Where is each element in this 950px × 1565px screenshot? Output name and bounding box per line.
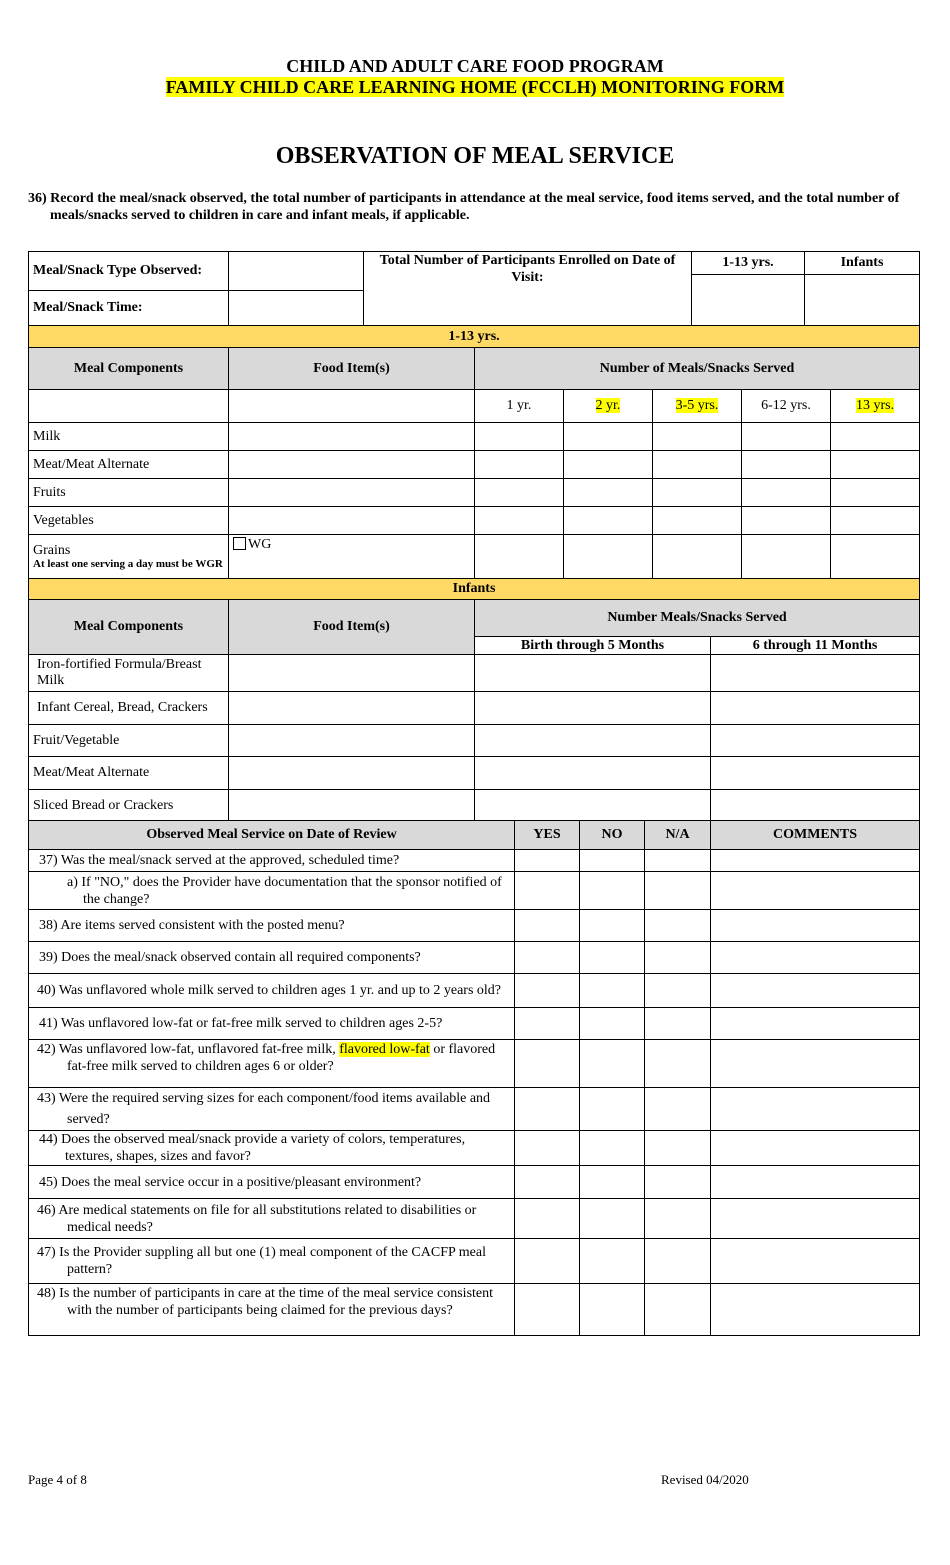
question-38: 38) Are items served consistent with the posted menu? — [29, 910, 515, 942]
food-item-input[interactable] — [229, 535, 475, 579]
no-cell[interactable] — [580, 850, 645, 872]
question-47: 47) Is the Provider suppling all but one (1) meal component of the CACFP meal pattern? — [29, 1239, 515, 1284]
no-header: NO — [580, 821, 645, 850]
yes-cell[interactable] — [515, 1008, 580, 1040]
na-cell[interactable] — [645, 850, 711, 872]
comment-cell[interactable] — [711, 1088, 920, 1131]
infant-components-header: Meal Components — [29, 600, 229, 655]
food-item-input[interactable] — [229, 479, 475, 507]
form-name: FAMILY CHILD CARE LEARNING HOME (FCCLH) MONITORING FORM — [165, 77, 785, 97]
question-41: 41) Was unflavored low-fat or fat-free milk served to children ages 2-5? — [29, 1008, 515, 1040]
food-item-input[interactable] — [229, 790, 475, 822]
count-cell[interactable] — [564, 451, 653, 479]
na-cell[interactable] — [645, 942, 711, 974]
age-1-yr: 1 yr. — [475, 390, 564, 423]
na-header: N/A — [645, 821, 711, 850]
instruction-36: 36) Record the meal/snack observed, the total number of participants in attendance at the meal service, food items served, and the total number of meals/snacks served to children in care and infant meals, if applicable. — [28, 191, 900, 223]
na-cell[interactable] — [645, 974, 711, 1008]
question-43: 43) Were the required serving sizes for each component/food items available and served? — [29, 1088, 515, 1131]
na-cell[interactable] — [645, 1166, 711, 1199]
na-cell[interactable] — [645, 1284, 711, 1336]
yes-header: YES — [515, 821, 580, 850]
food-item-input[interactable] — [229, 757, 475, 790]
no-cell[interactable] — [580, 1008, 645, 1040]
count-cell[interactable] — [564, 423, 653, 451]
comment-cell[interactable] — [711, 974, 920, 1008]
question-39: 39) Does the meal/snack observed contain all required components? — [29, 942, 515, 974]
comment-cell[interactable] — [711, 1008, 920, 1040]
question-37: 37) Was the meal/snack served at the approved, scheduled time? — [29, 850, 515, 872]
food-item-input[interactable] — [229, 725, 475, 757]
na-cell[interactable] — [645, 1040, 711, 1088]
count-cell[interactable] — [564, 507, 653, 535]
no-cell[interactable] — [580, 942, 645, 974]
no-cell[interactable] — [580, 1040, 645, 1088]
infant-meat: Meat/Meat Alternate — [29, 757, 229, 790]
no-cell[interactable] — [580, 1239, 645, 1284]
no-cell[interactable] — [580, 1284, 645, 1336]
question-45: 45) Does the meal service occur in a positive/pleasant environment? — [29, 1166, 515, 1199]
component-milk: Milk — [29, 423, 229, 451]
na-cell[interactable] — [645, 1088, 711, 1131]
grains-label: Grains — [33, 542, 71, 558]
infant-cereal: Infant Cereal, Bread, Crackers — [29, 692, 229, 725]
wg-label: WG — [248, 537, 272, 552]
count-cell[interactable] — [831, 507, 920, 535]
comment-cell[interactable] — [711, 1166, 920, 1199]
count-cell[interactable] — [711, 790, 920, 822]
comment-cell[interactable] — [711, 872, 920, 910]
age-2-yr: 2 yr. — [595, 398, 621, 413]
infant-served-header: Number Meals/Snacks Served — [475, 600, 920, 637]
count-cell[interactable] — [711, 692, 920, 725]
na-cell[interactable] — [645, 872, 711, 910]
no-cell[interactable] — [580, 974, 645, 1008]
no-cell[interactable] — [580, 1166, 645, 1199]
count-cell[interactable] — [742, 535, 831, 579]
yes-cell[interactable] — [515, 942, 580, 974]
yes-cell[interactable] — [515, 1284, 580, 1336]
infant-formula: Iron-fortified Formula/Breast Milk — [29, 655, 229, 692]
comment-cell[interactable] — [711, 1040, 920, 1088]
na-cell[interactable] — [645, 1131, 711, 1166]
count-cell[interactable] — [475, 790, 711, 822]
revision-date: Revised 04/2020 — [661, 1472, 749, 1487]
count-cell[interactable] — [475, 692, 711, 725]
yes-cell[interactable] — [515, 1199, 580, 1239]
comment-cell[interactable] — [711, 1284, 920, 1336]
form-header — [0, 56, 950, 98]
food-items-header: Food Item(s) — [229, 348, 475, 390]
count-cell[interactable] — [742, 507, 831, 535]
infant-bread: Sliced Bread or Crackers — [29, 790, 229, 822]
count-cell[interactable] — [742, 451, 831, 479]
page-number: Page 4 of 8 — [28, 1472, 87, 1487]
count-cell[interactable] — [831, 479, 920, 507]
count-cell[interactable] — [653, 507, 742, 535]
count-cell[interactable] — [475, 423, 564, 451]
infant-meal-table — [28, 578, 920, 822]
count-cell[interactable] — [475, 725, 711, 757]
participants-1-13-input[interactable] — [692, 275, 805, 326]
meal-time-input[interactable] — [229, 291, 364, 326]
question-37a: a) If "NO," does the Provider have documentation that the sponsor notified of the change? — [29, 872, 515, 910]
yes-cell[interactable] — [515, 850, 580, 872]
comment-cell[interactable] — [711, 1239, 920, 1284]
food-item-input[interactable] — [229, 423, 475, 451]
no-cell[interactable] — [580, 1199, 645, 1239]
col-1-13-yrs: 1-13 yrs. — [692, 252, 805, 275]
comment-cell[interactable] — [711, 910, 920, 942]
yes-cell[interactable] — [515, 1131, 580, 1166]
comment-cell[interactable] — [711, 1131, 920, 1166]
yes-cell[interactable] — [515, 1088, 580, 1131]
comments-header: COMMENTS — [711, 821, 920, 850]
yes-cell[interactable] — [515, 1040, 580, 1088]
participants-infants-input[interactable] — [805, 275, 920, 326]
meal-type-label: Meal/Snack Type Observed: — [29, 252, 229, 291]
na-cell[interactable] — [645, 1239, 711, 1284]
page-title: OBSERVATION OF MEAL SERVICE — [275, 143, 675, 169]
flavored-low-fat-highlight: flavored low-fat — [339, 1042, 430, 1057]
food-item-input[interactable] — [229, 655, 475, 692]
count-cell[interactable] — [653, 535, 742, 579]
meal-type-input[interactable] — [229, 252, 364, 291]
meal-components-header: Meal Components — [29, 348, 229, 390]
col-infants: Infants — [805, 252, 920, 275]
na-cell[interactable] — [645, 910, 711, 942]
count-cell[interactable] — [711, 655, 920, 692]
component-grains — [29, 535, 229, 579]
na-cell[interactable] — [645, 1199, 711, 1239]
participants-label: Total Number of Participants Enrolled on Date of Visit: — [364, 252, 692, 326]
no-cell[interactable] — [580, 1088, 645, 1131]
count-cell[interactable] — [831, 535, 920, 579]
review-header: Observed Meal Service on Date of Review — [29, 821, 515, 850]
count-cell[interactable] — [653, 423, 742, 451]
children-meal-table — [28, 325, 920, 579]
review-table — [28, 820, 920, 1336]
age-3-5-yrs: 3-5 yrs. — [675, 398, 719, 413]
component-fruits: Fruits — [29, 479, 229, 507]
age-6-12-yrs: 6-12 yrs. — [742, 390, 831, 423]
meals-served-header: Number of Meals/Snacks Served — [475, 348, 920, 390]
grains-note: At least one serving a day must be WGR — [33, 557, 223, 570]
count-cell[interactable] — [831, 423, 920, 451]
yes-cell[interactable] — [515, 1166, 580, 1199]
infant-fruit-veg: Fruit/Vegetable — [29, 725, 229, 757]
count-cell[interactable] — [475, 655, 711, 692]
count-cell[interactable] — [742, 423, 831, 451]
component-meat: Meat/Meat Alternate — [29, 451, 229, 479]
question-48: 48) Is the number of participants in care at the time of the meal service consistent with the number of participants being claimed for the previous days? — [29, 1284, 515, 1336]
count-cell[interactable] — [475, 535, 564, 579]
question-40: 40) Was unflavored whole milk served to children ages 1 yr. and up to 2 years old? — [29, 974, 515, 1008]
food-item-input[interactable] — [229, 451, 475, 479]
birth-5-months-header: Birth through 5 Months — [475, 637, 711, 655]
no-cell[interactable] — [580, 910, 645, 942]
component-vegetables: Vegetables — [29, 507, 229, 535]
question-42: 42) Was unflavored low-fat, unflavored fat-free milk, flavored low-fat or flavored fat-free milk served to children ages 6 or older? — [29, 1040, 515, 1088]
count-cell[interactable] — [475, 451, 564, 479]
wg-checkbox[interactable] — [233, 537, 246, 550]
yes-cell[interactable] — [515, 872, 580, 910]
6-11-months-header: 6 through 11 Months — [711, 637, 920, 655]
yes-cell[interactable] — [515, 1239, 580, 1284]
count-cell[interactable] — [475, 757, 711, 790]
age-13-yrs: 13 yrs. — [855, 398, 895, 413]
count-cell[interactable] — [653, 451, 742, 479]
yes-cell[interactable] — [515, 910, 580, 942]
question-44: 44) Does the observed meal/snack provide a variety of colors, temperatures, textures, shapes, sizes and favor? — [29, 1131, 515, 1166]
infant-food-items-header: Food Item(s) — [229, 600, 475, 655]
food-item-input[interactable] — [229, 507, 475, 535]
na-cell[interactable] — [645, 1008, 711, 1040]
comment-cell[interactable] — [711, 850, 920, 872]
count-cell[interactable] — [564, 479, 653, 507]
band-1-13-yrs: 1-13 yrs. — [29, 326, 920, 348]
count-cell[interactable] — [742, 479, 831, 507]
yes-cell[interactable] — [515, 974, 580, 1008]
count-cell[interactable] — [831, 451, 920, 479]
count-cell[interactable] — [711, 725, 920, 757]
meal-observed-table — [28, 251, 920, 326]
no-cell[interactable] — [580, 872, 645, 910]
comment-cell[interactable] — [711, 1199, 920, 1239]
question-46: 46) Are medical statements on file for all substitutions related to disabilities or medical needs? — [29, 1199, 515, 1239]
count-cell[interactable] — [475, 507, 564, 535]
comment-cell[interactable] — [711, 942, 920, 974]
meal-time-label: Meal/Snack Time: — [29, 291, 229, 326]
no-cell[interactable] — [580, 1131, 645, 1166]
count-cell[interactable] — [711, 757, 920, 790]
food-item-input[interactable] — [229, 692, 475, 725]
count-cell[interactable] — [475, 479, 564, 507]
count-cell[interactable] — [653, 479, 742, 507]
band-infants: Infants — [29, 579, 920, 600]
count-cell[interactable] — [564, 535, 653, 579]
program-name: CHILD AND ADULT CARE FOOD PROGRAM — [286, 56, 664, 76]
